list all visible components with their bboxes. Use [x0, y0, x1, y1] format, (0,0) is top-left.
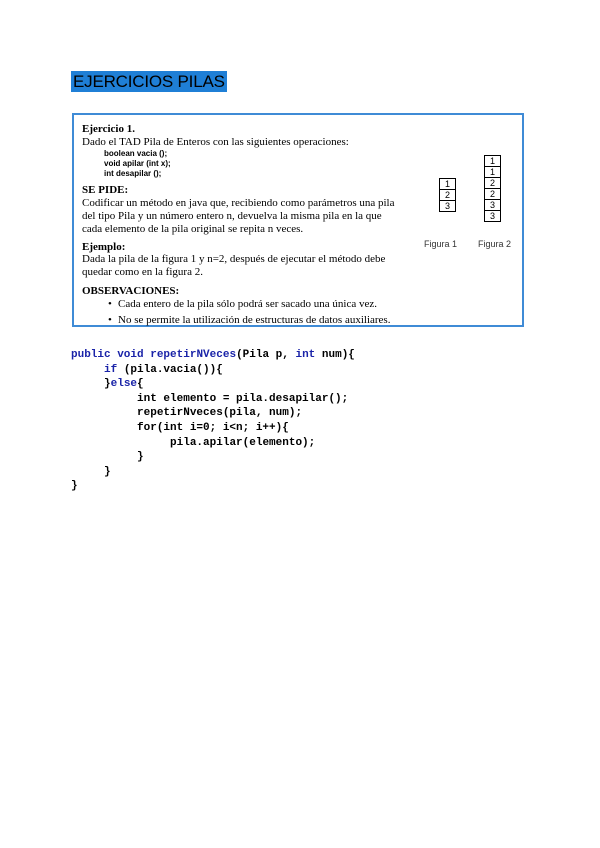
stack-cell: 1	[440, 178, 455, 189]
stack-cell: 3	[440, 200, 455, 212]
code-text: }	[71, 480, 78, 493]
code-line	[71, 479, 355, 494]
code-keyword: else	[110, 378, 138, 391]
observation-item: • Cada entero de la pila sólo podrá ser sacado una única vez.	[118, 298, 377, 310]
figure1-stack	[439, 178, 456, 212]
se-pide-line: del tipo Pila y un número entero n, devuelva la misma pila en la que	[82, 210, 382, 222]
operation-vacia: boolean vacia ();	[104, 149, 168, 158]
code-line	[71, 465, 355, 480]
code-line	[71, 436, 355, 451]
se-pide-line: cada elemento de la pila original se repita n veces.	[82, 223, 304, 235]
observation-item: • No se permite la utilización de estructuras de datos auxiliares.	[118, 314, 390, 326]
exercise-intro: Dado el TAD Pila de Enteros con las siguientes operaciones:	[82, 136, 349, 148]
operation-desapilar: int desapilar ();	[104, 169, 162, 178]
se-pide-line: Codificar un método en java que, recibiendo como parámetros una pila	[82, 197, 395, 209]
code-line	[71, 363, 355, 378]
ejemplo-heading: Ejemplo:	[82, 241, 126, 253]
code-keyword: public void	[71, 349, 144, 361]
code-block	[71, 348, 355, 494]
code-text: pila.apilar(elemento);	[170, 436, 316, 449]
code-text: }	[104, 465, 111, 478]
code-line	[71, 450, 355, 465]
exercise-heading: Ejercicio 1.	[82, 123, 135, 135]
code-keyword: if	[104, 363, 118, 376]
code-text: for(int i=0; i<n; i++){	[137, 421, 289, 434]
code-line	[71, 421, 355, 436]
ejemplo-line: quedar como en la figura 2.	[82, 266, 203, 278]
code-text: }	[104, 378, 111, 391]
figure2-label: Figura 2	[478, 239, 512, 249]
stack-cell: 2	[440, 189, 455, 200]
code-method-name: repetirNVeces	[150, 349, 237, 361]
stack-cell: 3	[485, 199, 500, 210]
code-text: {	[137, 378, 144, 391]
code-line	[71, 406, 355, 421]
stack-cell: 2	[485, 177, 500, 188]
ejemplo-line: Dada la pila de la figura 1 y n=2, después de ejecutar el método debe	[82, 253, 386, 265]
code-text: repetirNveces(pila, num);	[137, 407, 303, 420]
exercise-box	[72, 113, 524, 327]
code-text: (Pila p,	[236, 349, 296, 361]
stack-cell: 3	[485, 210, 500, 222]
code-text: num){	[315, 349, 355, 361]
code-line	[71, 392, 355, 407]
figure2-stack	[484, 155, 501, 222]
code-text: }	[137, 451, 144, 464]
stack-cell: 1	[485, 166, 500, 177]
code-line-signature	[71, 348, 355, 363]
observaciones-heading: OBSERVACIONES:	[82, 285, 180, 297]
stack-cell: 2	[485, 188, 500, 199]
stack-cell: 1	[485, 155, 500, 166]
page-title: EJERCICIOS PILAS	[73, 72, 225, 91]
code-text: int elemento = pila.desapilar();	[137, 392, 349, 405]
code-keyword: int	[295, 349, 316, 361]
figure1-label: Figura 1	[424, 239, 458, 249]
se-pide-heading: SE PIDE:	[82, 184, 129, 196]
code-text: (pila.vacia()){	[117, 363, 223, 376]
operation-apilar: void apilar (int x);	[104, 159, 171, 168]
code-line	[71, 377, 355, 392]
